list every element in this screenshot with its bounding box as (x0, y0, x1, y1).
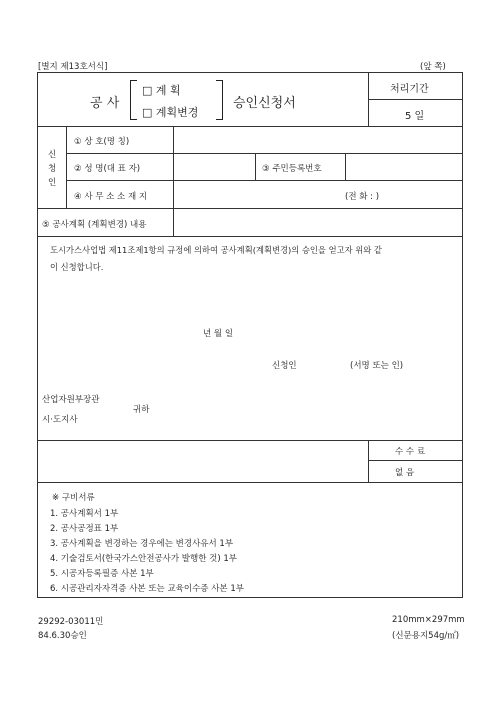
document-item: 5. 시공자등록필증 사본 1부 (50, 569, 154, 579)
divider (255, 153, 256, 180)
document-item: 3. 공사계획을 변경하는 경우에는 변경사유서 1부 (50, 539, 234, 549)
right-bracket (216, 80, 223, 120)
divider (66, 180, 463, 181)
processing-label: 처리기간 (390, 84, 429, 95)
label-resident-number: ③ 주민등록번호 (262, 164, 322, 174)
statement-line-2: 이 신청합니다. (50, 262, 104, 272)
divider (173, 126, 174, 208)
sign-note: (서명 또는 인) (350, 361, 404, 371)
divider (173, 208, 174, 236)
page-side: (앞 쪽) (420, 62, 446, 72)
documents-heading: ※ 구비서류 (52, 493, 95, 503)
form-frame (37, 72, 463, 598)
recipient-governor: 시·도지사 (42, 415, 78, 425)
fee-label: 수 수 료 (395, 447, 426, 457)
applicant-sign-label: 신청인 (272, 361, 297, 371)
label-plan-content: ⑤ 공사계획 (계획변경) 내용 (42, 220, 147, 230)
divider (66, 153, 463, 154)
divider (368, 460, 463, 461)
recipient-minister: 산업자원부장관 (42, 395, 100, 405)
form-code: 29292-03011민 (38, 617, 104, 627)
divider (37, 126, 463, 127)
label-company-name: ① 상 호(명 칭) (74, 137, 130, 147)
divider (37, 482, 463, 483)
applicant-side-label-1: 신 (48, 150, 57, 160)
processing-value: 5 일 (405, 111, 425, 122)
title-prefix: 공 사 (90, 96, 120, 111)
left-bracket (130, 80, 137, 120)
divider (345, 153, 346, 180)
approval-date: 84.6.30승인 (38, 631, 87, 641)
applicant-side-label-3: 인 (48, 178, 57, 188)
label-phone: (전 화 : ) (345, 192, 380, 202)
title-option-change: □ 계획변경 (142, 106, 199, 119)
document-item: 6. 시공관리자자격증 사본 또는 교육이수증 사본 1부 (50, 584, 244, 594)
title-option-plan: □ 계 획 (142, 84, 181, 97)
paper-type: (신문용지54g/㎡) (392, 631, 460, 641)
date-line: 년 월 일 (203, 329, 234, 339)
divider (66, 126, 67, 208)
label-office-address: ④ 사 무 소 소 재 지 (74, 192, 148, 202)
honorific: 귀하 (133, 405, 150, 415)
title-suffix: 승인신청서 (233, 96, 296, 111)
statement-line-1: 도시가스사업법 제11조제1항의 규정에 의하여 공사계획(계획변경)의 승인을 얻고자 위와 같 (50, 245, 382, 255)
label-representative: ② 성 명(대 표 자) (74, 164, 141, 174)
paper-size: 210mm×297mm (392, 615, 465, 625)
applicant-side-label-2: 청 (48, 164, 57, 174)
divider (37, 440, 463, 441)
form-number: [별지 제13호서식] (38, 62, 108, 72)
divider (37, 208, 463, 209)
divider (368, 99, 463, 100)
fee-value: 없 음 (395, 468, 415, 478)
document-item: 4. 기술검토서(한국가스안전공사가 발행한 것) 1부 (50, 554, 237, 564)
document-item: 2. 공사공정표 1부 (50, 524, 119, 534)
divider (37, 236, 463, 237)
divider (368, 440, 369, 482)
document-item: 1. 공사계획서 1부 (50, 509, 119, 519)
